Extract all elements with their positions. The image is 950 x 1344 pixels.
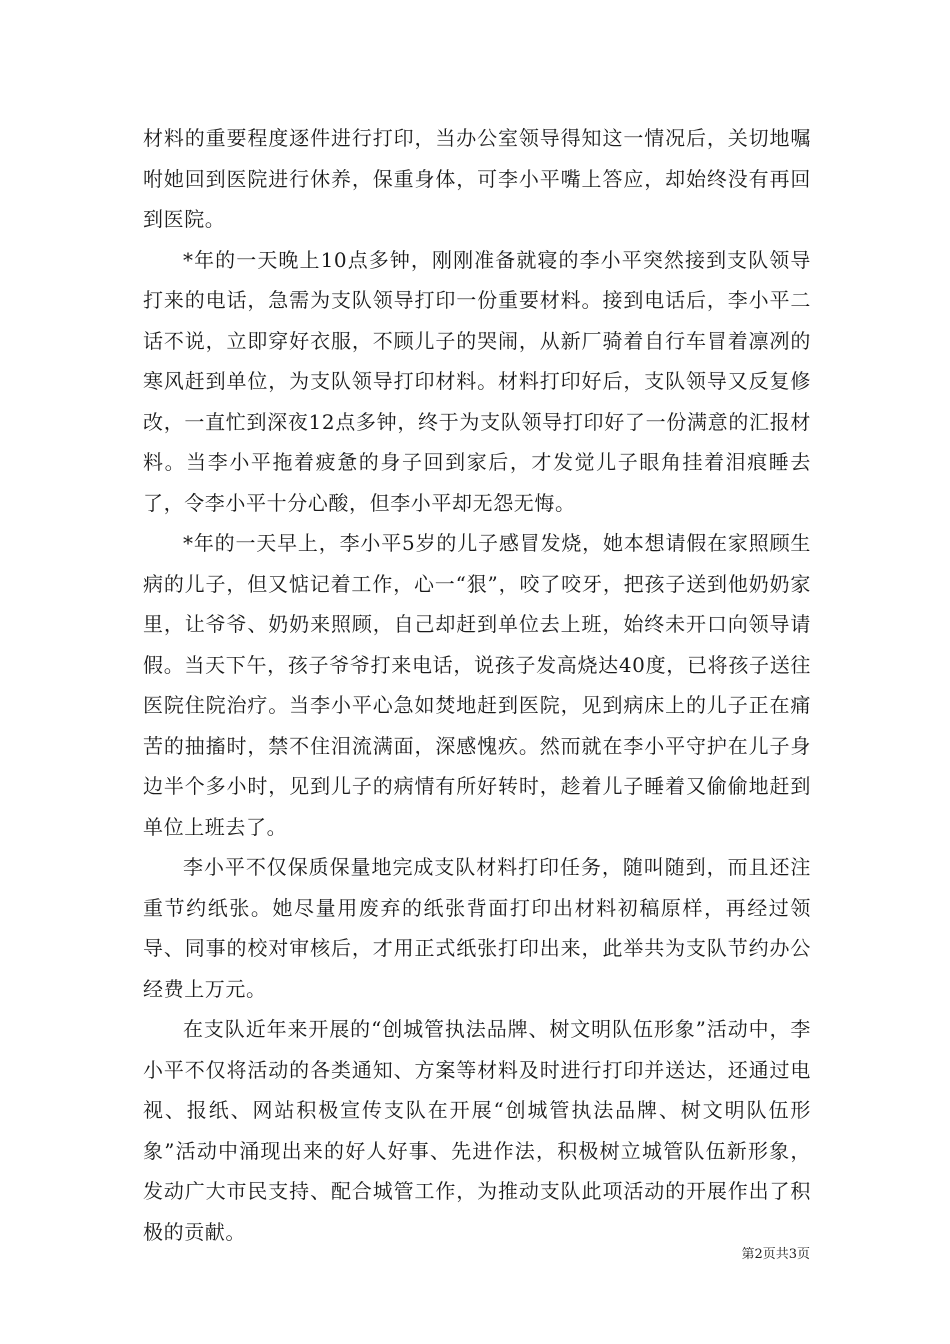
paragraph-campaign: 在支队近年来开展的“创城管执法品牌、树文明队伍形象”活动中，李小平不仅将活动的各类通知、方案等材料及时进行打印并送达，还通过电视、报纸、网站积极宣传支队在开展“创城管执法品牌、树文明队伍形象”活动中涌现出来的好人好事、先进作法，积极树立城管队伍新形象，发动广大市民支持、配合城管工作，为推动支队此项活动的开展作出了积极的贡献。 bbox=[143, 1017, 811, 1244]
page-number: 第2页共3页 bbox=[741, 1247, 810, 1262]
paragraph-continuation: 材料的重要程度逐件进行打印，当办公室领导得知这一情况后，关切地嘱咐她回到医院进行休养，保重身体，可李小平嘴上答应，却始终没有再回到医院。 bbox=[143, 126, 811, 231]
paragraph-saving-paper: 李小平不仅保质保量地完成支队材料打印任务，随叫随到，而且还注重节约纸张。她尽量用废弃的纸张背面打印出材料初稿原样，再经过领导、同事的校对审核后，才用正式纸张打印出来，此举共为支队节约办公经费上万元。 bbox=[143, 855, 811, 1001]
paragraph-late-night-work: *年的一天晚上10点多钟，刚刚准备就寝的李小平突然接到支队领导打来的电话，急需为支队领导打印一份重要材料。接到电话后，李小平二话不说，立即穿好衣服，不顾儿子的哭闹，从新厂骑着自行车冒着凛冽的寒风赶到单位，为支队领导打印材料。材料打印好后，支队领导又反复修改，一直忙到深夜12点多钟，终于为支队领导打印好了一份满意的汇报材料。当李小平拖着疲惫的身子回到家后，才发觉儿子眼角挂着泪痕睡去了，令李小平十分心酸，但李小平却无怨无悔。 bbox=[143, 247, 811, 515]
document-body bbox=[143, 118, 811, 1252]
paragraph-sick-son: *年的一天早上，李小平5岁的儿子感冒发烧，她本想请假在家照顾生病的儿子，但又惦记着工作，心一“狠”，咬了咬牙，把孩子送到他奶奶家里，让爷爷、奶奶来照顾，自己却赶到单位去上班，始终未开口向领导请假。当天下午，孩子爷爷打来电话，说孩子发高烧达40度，已将孩子送往医院住院治疗。当李小平心急如焚地赶到医院，见到病床上的儿子正在痛苦的抽搐时，禁不住泪流满面，深感愧疚。然而就在李小平守护在儿子身边半个多小时，见到儿子的病情有所好转时，趁着儿子睡着又偷偷地赶到单位上班去了。 bbox=[143, 531, 811, 839]
